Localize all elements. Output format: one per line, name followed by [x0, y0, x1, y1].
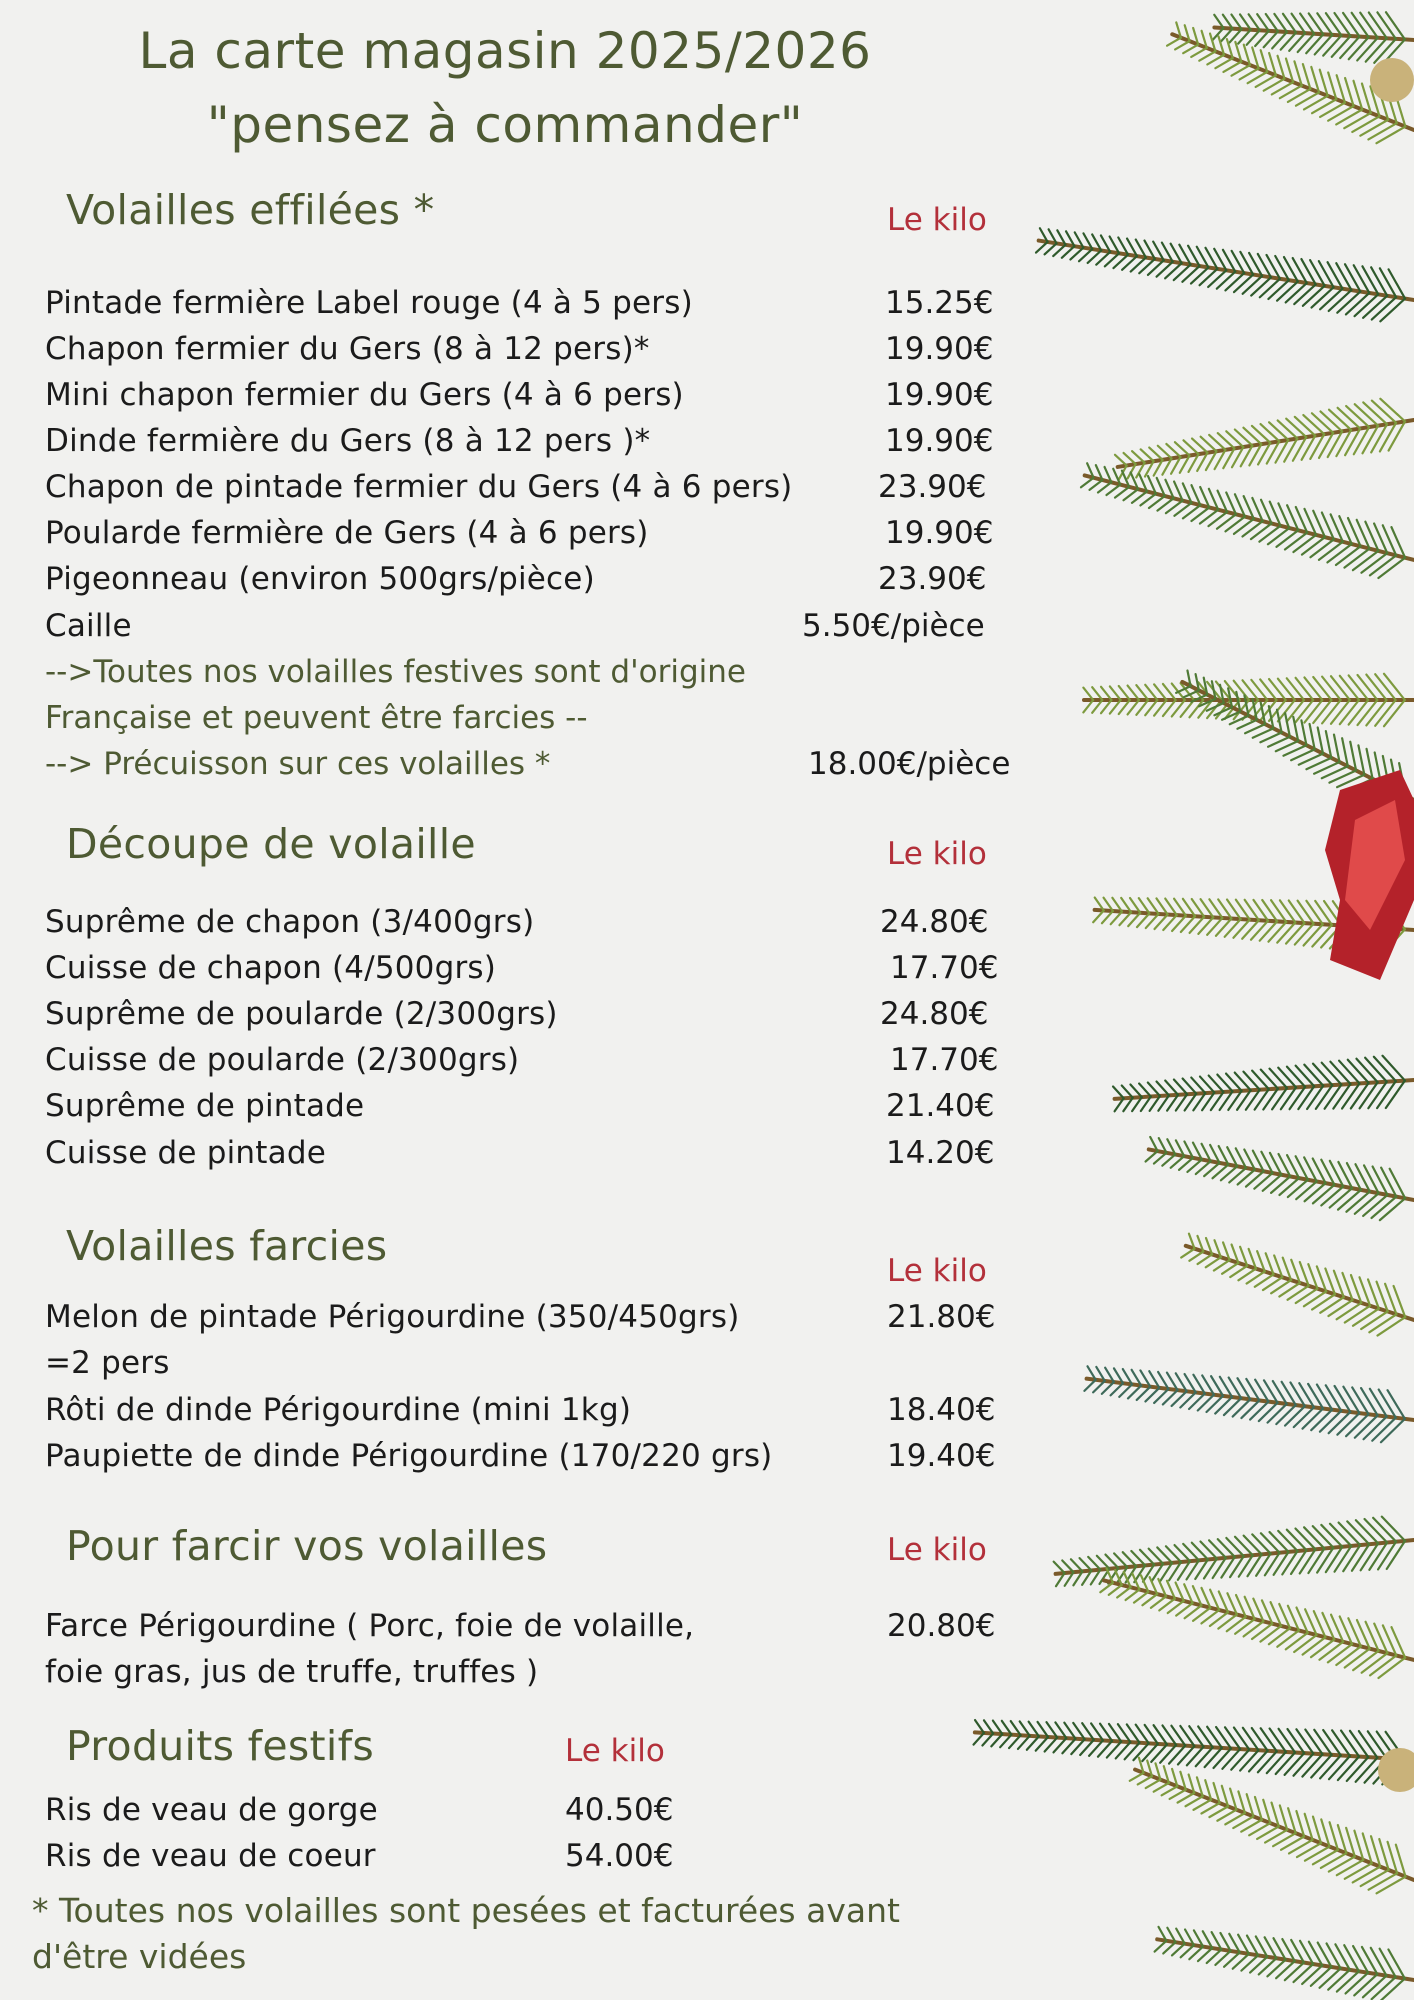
item-price: 21.80€: [887, 1299, 996, 1335]
list-item-continued: =2 pers: [45, 1345, 170, 1381]
item-price: 19.40€: [887, 1438, 996, 1474]
precuisson-note: --> Précuisson sur ces volailles *: [45, 746, 551, 782]
item-price: 18.40€: [887, 1392, 996, 1428]
list-item: Chapon fermier du Gers (8 à 12 pers)*: [45, 331, 650, 367]
item-price: 15.25€: [885, 285, 994, 321]
item-price: 5.50€/pièce: [802, 608, 985, 644]
item-price: 19.90€: [885, 515, 994, 551]
item-price: 24.80€: [880, 904, 989, 940]
item-price: 23.90€: [878, 561, 987, 597]
page-title: La carte magasin 2025/2026: [138, 22, 872, 80]
list-item: Ris de veau de gorge: [45, 1792, 378, 1828]
section-heading-decoupe: Découpe de volaille: [66, 820, 476, 868]
list-item: Mini chapon fermier du Gers (4 à 6 pers): [45, 377, 684, 413]
list-item: Suprême de pintade: [45, 1088, 365, 1124]
item-price: 24.80€: [880, 996, 989, 1032]
list-item: Caille: [45, 608, 132, 644]
list-item: Rôti de dinde Périgourdine (mini 1kg): [45, 1392, 632, 1428]
list-item: Cuisse de pintade: [45, 1135, 326, 1171]
list-item: Melon de pintade Périgourdine (350/450grs): [45, 1299, 740, 1335]
item-price: 19.90€: [885, 377, 994, 413]
item-price: 40.50€: [565, 1792, 674, 1828]
unit-label-festifs: Le kilo: [565, 1733, 665, 1769]
list-item: Paupiette de dinde Périgourdine (170/220 grs): [45, 1438, 773, 1474]
item-price: 17.70€: [890, 950, 999, 986]
list-item: Farce Périgourdine ( Porc, foie de volaille,: [45, 1608, 695, 1644]
precuisson-price: 18.00€/pièce: [808, 746, 1011, 782]
item-price: 14.20€: [886, 1135, 995, 1171]
list-item: Pintade fermière Label rouge (4 à 5 pers): [45, 285, 693, 321]
unit-label-farcir: Le kilo: [887, 1532, 987, 1568]
footnote: * Toutes nos volailles sont pesées et facturées avant: [32, 1891, 900, 1930]
item-price: 19.90€: [885, 331, 994, 367]
list-item-continued: foie gras, jus de truffe, truffes ): [45, 1654, 539, 1690]
item-price: 54.00€: [565, 1838, 674, 1874]
list-item: Cuisse de poularde (2/300grs): [45, 1042, 520, 1078]
page-subtitle: "pensez à commander": [206, 96, 804, 154]
origin-note: -->Toutes nos volailles festives sont d'origine: [45, 654, 746, 690]
item-price: 19.90€: [885, 423, 994, 459]
section-heading-festifs: Produits festifs: [66, 1722, 374, 1770]
list-item: Poularde fermière de Gers (4 à 6 pers): [45, 515, 649, 551]
section-heading-effilees: Volailles effilées *: [66, 186, 435, 234]
item-price: 17.70€: [890, 1042, 999, 1078]
unit-label-effilees: Le kilo: [887, 202, 987, 238]
origin-note-continued: Française et peuvent être farcies --: [45, 700, 588, 736]
list-item: Chapon de pintade fermier du Gers (4 à 6 pers): [45, 469, 793, 505]
list-item: Suprême de poularde (2/300grs): [45, 996, 558, 1032]
unit-label-decoupe: Le kilo: [887, 836, 987, 872]
list-item: Ris de veau de coeur: [45, 1838, 376, 1874]
unit-label-farcies: Le kilo: [887, 1253, 987, 1289]
footnote-continued: d'être vidées: [32, 1937, 247, 1976]
list-item: Dinde fermière du Gers (8 à 12 pers )*: [45, 423, 651, 459]
list-item: Pigeonneau (environ 500grs/pièce): [45, 561, 595, 597]
item-price: 23.90€: [878, 469, 987, 505]
item-price: 21.40€: [886, 1088, 995, 1124]
item-price: 20.80€: [887, 1608, 996, 1644]
list-item: Cuisse de chapon (4/500grs): [45, 950, 497, 986]
list-item: Suprême de chapon (3/400grs): [45, 904, 535, 940]
section-heading-farcir: Pour farcir vos volailles: [66, 1522, 548, 1570]
section-heading-farcies: Volailles farcies: [66, 1222, 388, 1270]
